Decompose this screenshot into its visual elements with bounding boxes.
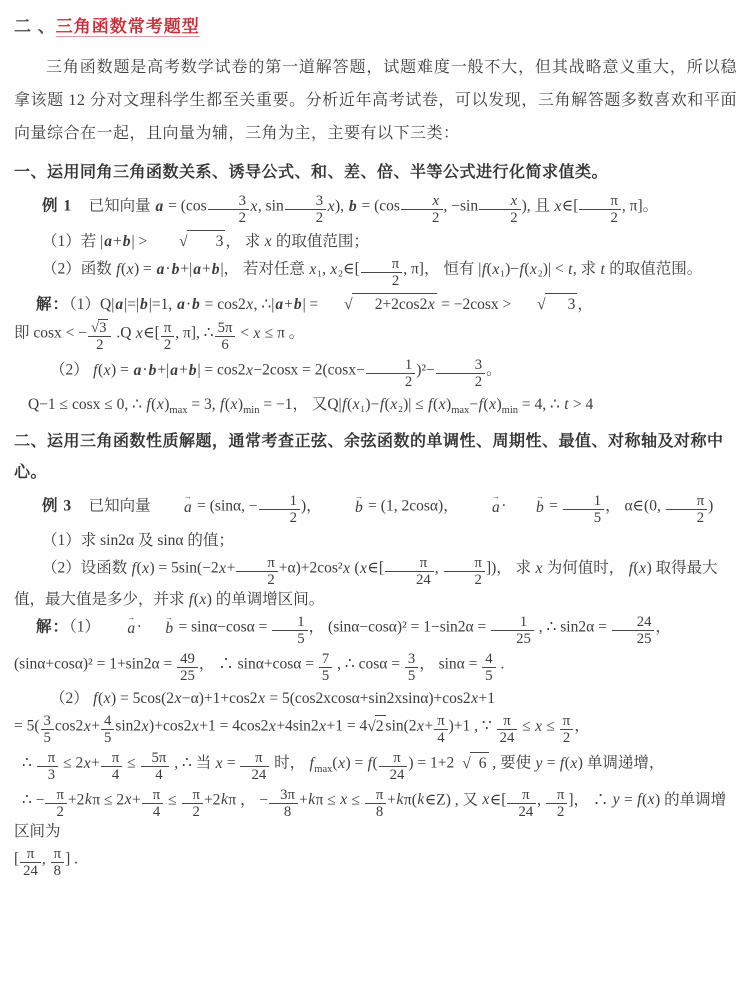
sqrt: √ 6 <box>454 755 488 772</box>
line-lead: 解： <box>36 618 70 636</box>
fraction: $\frac{3}{2}$ <box>285 193 326 227</box>
vector: → b <box>165 612 174 637</box>
math-line: 例 3 已知向量 → a = (sinα, − $\frac{1}{2}$ )， → b = (1, 2cosα)， → a · → b = $\frac{1}{5}$ ， α∈(0, $\frac{\pi}{2}$ ) <box>42 491 714 527</box>
fraction: $\frac{49}{25}$ <box>177 651 198 685</box>
fraction: $\frac{5\pi}{4}$ <box>141 750 170 784</box>
fraction: $\frac{5\pi}{6}$ <box>215 320 236 354</box>
sqrt: √ 2+2cos2x <box>322 296 437 313</box>
fraction: $\frac{\pi}{2}$ <box>45 787 66 821</box>
line-lead: 例 1 <box>42 197 89 215</box>
fraction: $\frac{\pi}{3}$ <box>37 750 58 784</box>
sqrt: √2 <box>367 718 385 735</box>
fraction: $\frac{\pi}{2}$ <box>182 787 203 821</box>
fraction: $\frac{\pi}{2}$ <box>361 256 402 290</box>
math-line: ∴ − $\frac{\pi}{2}$ +2kπ ≤ 2x+ $\frac{\pi}{4}$ ≤ $\frac{\pi}{2}$ +2kπ ， − $\frac{3\pi}{8}$ +kπ ≤ x ≤ $\frac{\pi}{8}$ +kπ(k∈Z) , 又 x∈[ $\frac{\pi}{24}$ , $\frac{\pi}{2}$ ]， ∴ y = f(x) 的单调增区间为 <box>14 786 727 840</box>
page-title <box>14 12 737 37</box>
line-lead: 解： <box>36 295 70 313</box>
fraction: $\frac{24}{25}$ <box>612 614 655 648</box>
math-line: （1）求 sin2α 及 sinα 的值； <box>42 531 234 549</box>
fraction: $\frac{\pi}{24}$ <box>379 750 408 784</box>
fraction: $\frac{\pi}{2}$ <box>161 320 174 354</box>
fraction: $\frac{\pi}{4}$ <box>142 787 163 821</box>
math-line: 即 cosx < − $\frac{√3}{2}$ .Q x∈[ $\frac{\pi}{2}$ , π], ∴ $\frac{5\pi}{6}$ < x ≤ π 。 <box>14 319 305 354</box>
fraction: $\frac{\pi}{2}$ <box>666 493 707 527</box>
fraction: $\frac{3\pi}{8}$ <box>269 787 298 821</box>
fraction: $\frac{\pi}{24}$ <box>497 713 518 747</box>
fraction: $\frac{\pi}{2}$ <box>546 787 567 821</box>
document-body <box>14 51 737 880</box>
vector: → b <box>535 491 544 516</box>
fraction: $\frac{x}{2}$ <box>479 193 521 227</box>
fraction: $\frac{\pi}{4}$ <box>101 750 122 784</box>
math-line: [ $\frac{\pi}{24}$ , $\frac{\pi}{8}$ ] . <box>14 845 78 880</box>
fraction: $\frac{\pi}{24}$ <box>507 787 536 821</box>
sqrt: √3 <box>91 319 107 336</box>
math-line: = 5( $\frac{3}{5}$ cos2x+ $\frac{4}{5}$ sin2x)+cos2x+1 = 4cos2x+4sin2x+1 = 4√2 sin(2x+ $\frac{\pi}{4}$ )+1 , ∵ $\frac{\pi}{24}$ ≤ x ≤ $\frac{\pi}{2}$ ， <box>14 712 590 747</box>
fraction: $\frac{1}{2}$ <box>259 493 300 527</box>
fraction: $\frac{\pi}{4}$ <box>434 713 447 747</box>
section-heading: 二、运用三角函数性质解题，通常考查正弦、余弦函数的单调性、周期性、最值、对称轴及对称中心。 <box>14 432 724 481</box>
math-line: 解：（1） → a · → b = sinα−cosα = $\frac{1}{5}$ ， (sinα−cosα)² = 1−sin2α = $\frac{1}{25}$ , ∴ sin2α = $\frac{24}{25}$ ， <box>36 612 671 648</box>
fraction: $\frac{\pi}{2}$ <box>560 713 573 747</box>
math-line: (sinα+cosα)² = 1+sin2α = $\frac{49}{25}$ ， ∴ sinα+cosα = $\frac{7}{5}$ , ∴ cosα = $\frac{3}{5}$ ， sinα = $\frac{4}{5}$ . <box>14 650 505 685</box>
sqrt: √ 3 <box>515 296 577 313</box>
math-line: （1）若 |a+b| > √ 3 ， 求 x 的取值范围； <box>14 230 737 253</box>
title-text: 三角函数常考题型 <box>55 17 200 36</box>
fraction: $\frac{1}{5}$ <box>272 614 307 648</box>
math-line: 例 1 已知向量 a = (cos $\frac{3}{2}$ x, sin $\frac{3}{2}$ x), b = (cos $\frac{x}{2}$ , −sin $\frac{x}{2}$ ), 且 x∈[ $\frac{\pi}{2}$ , π]。 <box>42 193 659 227</box>
fraction: $\frac{3}{2}$ <box>208 193 249 227</box>
fraction: $\frac{3}{2}$ <box>436 357 485 391</box>
fraction: $\frac{1}{5}$ <box>563 493 604 527</box>
math-line: （2）设函数 f(x) = 5sin(−2x+ $\frac{\pi}{2}$ +α)+2cos²x (x∈[ $\frac{\pi}{24}$ , $\frac{\pi}{2}$ ])， 求 x 为何值时， f(x) 取得最大值，最大值是多少，并求 f(x) 的单调增区间。 <box>14 554 718 608</box>
fraction: $\frac{1}{2}$ <box>366 357 415 391</box>
math-line: 解：（1）Q|a|=|b|=1, a·b = cos2x, ∴|a+b| = √ 2+2cos2x = −2cosx > √ 3 ， <box>14 293 737 316</box>
vector: → a <box>127 612 136 637</box>
fraction: $\frac{\pi}{8}$ <box>365 787 386 821</box>
fraction: $\frac{4}{5}$ <box>482 651 495 685</box>
fraction: $\frac{\pi}{2}$ <box>236 555 277 589</box>
vector: → a <box>183 491 192 516</box>
fraction: $\frac{7}{5}$ <box>319 651 332 685</box>
math-line: ∴ $\frac{\pi}{3}$ ≤ 2x+ $\frac{\pi}{4}$ ≤ $\frac{5\pi}{4}$ , ∴ 当 x = $\frac{\pi}{24}$ 时， $f_{max}(x) = f$( $\frac{\pi}{24}$ ) = 1+2 √ 6 , 要使 y = f(x) 单调递增， <box>22 749 665 784</box>
fraction: $\frac{3}{5}$ <box>41 713 54 747</box>
vector: → b <box>354 491 363 516</box>
fraction: $\frac{√3}{2}$ <box>88 319 111 354</box>
sqrt: √ 3 <box>151 233 225 250</box>
math-line: Q−1 ≤ cosx ≤ 0, ∴ $f(x)_{max} = 3$, $f(x)_{min} = -1$， 又$Q|f(x_1)-f(x_2)| \le f(x)_{max}-f(x)_{min} = 4$, ∴ t > 4 <box>28 395 594 416</box>
paragraph: 三角函数题是高考数学试卷的第一道解答题，试题难度一般不大，但其战略意义重大，所以稳拿该题 12 分对文理科学生都至关重要。分析近年高考试卷，可以发现，三角解答题多数喜欢和平面向量综合在一起，且向量为辅，三角为主，主要有以下三类： <box>14 59 737 142</box>
fraction: $\frac{\pi}{8}$ <box>51 846 64 880</box>
title-prefix: 二 、 <box>14 17 56 36</box>
vector: → a <box>491 491 500 516</box>
fraction: $\frac{\pi}{2}$ <box>579 193 620 227</box>
fraction: $\frac{\pi}{2}$ <box>444 555 485 589</box>
fraction: $\frac{\pi}{24}$ <box>385 555 434 589</box>
fraction: $\frac{\pi}{24}$ <box>240 750 269 784</box>
fraction: $\frac{1}{25}$ <box>491 614 534 648</box>
fraction: $\frac{4}{5}$ <box>101 713 114 747</box>
math-line: （2） f(x) = a·b+|a+b| = cos2x−2cosx = 2(cosx− $\frac{1}{2}$ )²− $\frac{3}{2}$ 。 <box>50 356 502 391</box>
math-line: （2）函数 f(x) = a·b+|a+b|， 若对任意 x₁, x₂∈[ $\frac{\pi}{2}$ , π]， 恒有 |f(x₁)−f(x₂)| < t, 求 t 的取值范围。 <box>42 255 703 290</box>
section-heading: 一、运用同角三角函数关系、诱导公式、和、差、倍、半等公式进行化简求值类。 <box>14 164 609 181</box>
math-line: （2） f(x) = 5cos(2x−α)+1+cos2x = 5(cos2xcosα+sin2xsinα)+cos2x+1 <box>50 689 496 707</box>
fraction: $\frac{\pi}{24}$ <box>20 846 41 880</box>
fraction: $\frac{x}{2}$ <box>401 193 443 227</box>
line-lead: 例 3 <box>42 497 89 515</box>
fraction: $\frac{3}{5}$ <box>405 651 418 685</box>
